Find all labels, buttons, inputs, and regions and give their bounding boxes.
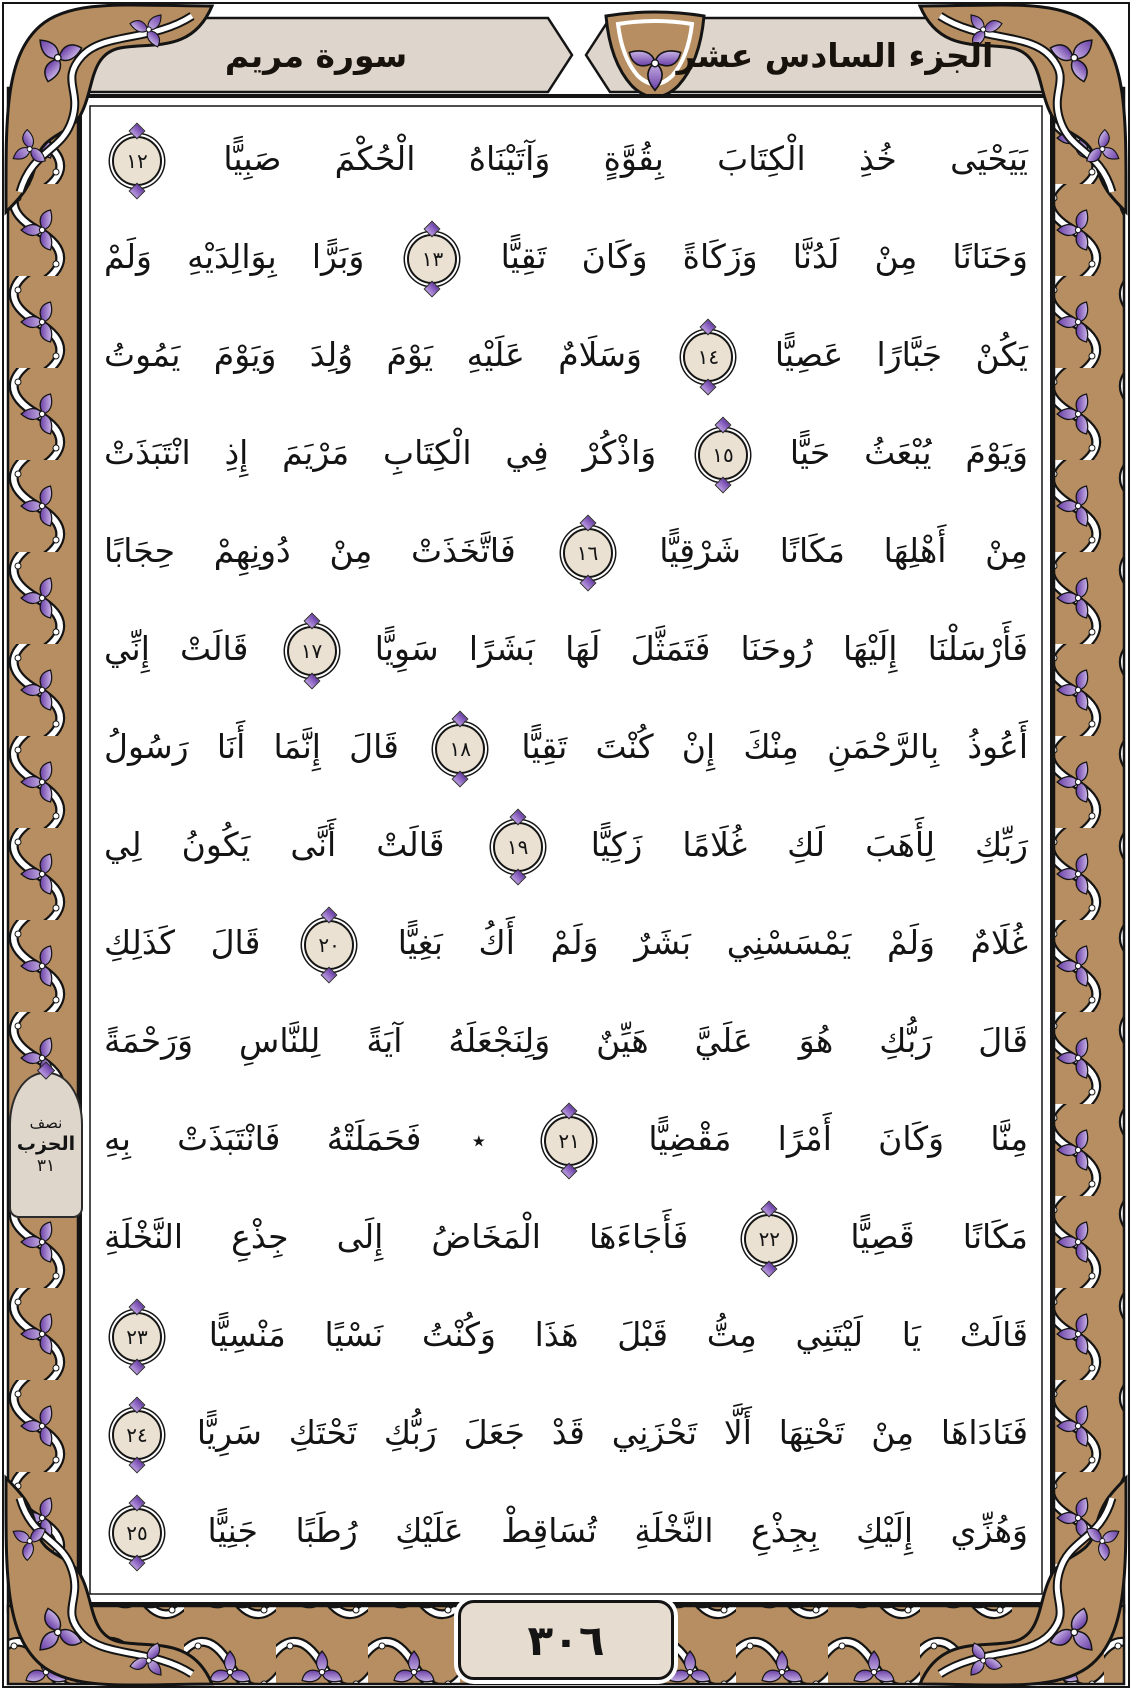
quran-line (104, 212, 1028, 302)
ayah-text: وَيَوْمَ يُبْعَثُ حَيًّا (789, 433, 1028, 472)
ayah-text: قَالَتْ أَنَّى يَكُونُ لِي (104, 825, 445, 864)
verse-number: ١٦ (576, 540, 599, 565)
verse-number-medallion (112, 1410, 162, 1460)
verse-number: ١٣ (421, 246, 444, 271)
quran-line (104, 408, 1028, 498)
surah-title: سورة مريم (224, 35, 408, 75)
verse-number-medallion (563, 528, 613, 578)
ayah-text: وَحَنَانًا مِنْ لَدُنَّا وَزَكَاةً وَكَانَ تَقِيًّا (500, 237, 1028, 276)
ayah-text: فَحَمَلَتْهُ فَانْتَبَذَتْ بِهِ (104, 1119, 422, 1158)
ayah-text: فَنَادَاهَا مِنْ تَحْتِهَا أَلَّا تَحْزَنِي قَدْ جَعَلَ رَبُّكِ تَحْتَكِ سَرِيًّا (196, 1413, 1028, 1452)
ayah-text: مِنْ أَهْلِهَا مَكَانًا شَرْقِيًّا (659, 531, 1028, 570)
ayah-text: يَكُنْ جَبَّارًا عَصِيًّا (774, 335, 1028, 374)
ayah-text: يَيَحْيَى خُذِ الْكِتَابَ بِقُوَّةٍ وَآتَيْنَاهُ الْحُكْمَ صَبِيًّا (223, 139, 1028, 178)
ayah-text: قَالَ رَبُّكِ هُوَ عَلَيَّ هَيِّنٌ وَلِنَجْعَلَهُ آيَةً لِلنَّاسِ وَرَحْمَةً (104, 1021, 1028, 1060)
ayah-text: قَالَتْ إِنِّي (104, 629, 249, 668)
verse-number: ٢٣ (126, 1324, 148, 1349)
hizb-marker-tab (9, 1072, 83, 1218)
ayah-text: فَاتَّخَذَتْ مِنْ دُونِهِمْ حِجَابًا (104, 531, 516, 570)
ayah-text: وَاذْكُرْ فِي الْكِتَابِ مَرْيَمَ إِذِ انْتَبَذَتْ (104, 433, 657, 472)
verse-number: ٢٥ (126, 1520, 148, 1545)
border-band-right (1054, 88, 1124, 1612)
border-band-left (8, 88, 78, 1612)
quran-line (104, 996, 1028, 1086)
ayah-text: وَبَرًّا بِوَالِدَيْهِ وَلَمْ (104, 237, 365, 276)
ayah-text: مَكَانًا قَصِيًّا (850, 1217, 1028, 1256)
verse-number: ٢٤ (126, 1422, 148, 1447)
quran-line (104, 114, 1028, 204)
verse-number-medallion (304, 920, 354, 970)
verse-number-medallion (112, 1312, 162, 1362)
ayah-text: مِنَّا وَكَانَ أَمْرًا مَقْضِيًّا (648, 1119, 1029, 1158)
quran-line (104, 1290, 1028, 1380)
verse-number-medallion (683, 332, 733, 382)
ayah-text: وَهُزِّي إِلَيْكِ بِجِذْعِ النَّخْلَةِ تُسَاقِطْ عَلَيْكِ رُطَبًا جَنِيًّا (207, 1511, 1028, 1550)
ayah-text: قَالَ كَذَلِكِ (104, 923, 261, 962)
quran-line (104, 604, 1028, 694)
page-number: ٣٠٦ (527, 1615, 605, 1665)
quran-line (104, 1192, 1028, 1282)
hizb-marker-number: ٣١ (36, 1156, 56, 1176)
ayah-text: قَالَتْ يَا لَيْتَنِي مِتُّ قَبْلَ هَذَا وَكُنْتُ نَسْيًا مَنْسِيًّا (208, 1315, 1028, 1354)
quran-line (104, 1388, 1028, 1478)
page-number-cartouche (458, 1600, 674, 1680)
verse-number: ١٩ (506, 834, 529, 859)
verse-number: ٢٠ (318, 932, 340, 957)
ayah-text: فَأَجَاءَهَا الْمَخَاضُ إِلَى جِذْعِ النَّخْلَةِ (104, 1217, 689, 1256)
ayah-text: فَأَرْسَلْنَا إِلَيْهَا رُوحَنَا فَتَمَثَّلَ لَهَا بَشَرًا سَوِيًّا (374, 629, 1028, 668)
quran-line (104, 702, 1028, 792)
verse-number-medallion (112, 136, 162, 186)
verse-number-medallion (112, 1508, 162, 1558)
verse-number: ٢١ (558, 1128, 580, 1153)
hizb-marker-word-half: نصف (29, 1114, 63, 1132)
ayah-text: أَعُوذُ بِالرَّحْمَنِ مِنْكَ إِنْ كُنْتَ تَقِيًّا (521, 727, 1028, 766)
quran-line (104, 1486, 1028, 1576)
verse-number-medallion (698, 430, 748, 480)
verse-number: ١٨ (449, 736, 471, 761)
verse-number: ١٤ (697, 344, 720, 369)
verse-number: ١٥ (712, 442, 734, 467)
ayah-text: قَالَ إِنَّمَا أَنَا رَسُولُ (104, 727, 399, 766)
verse-number: ٢٢ (758, 1226, 781, 1251)
verse-number: ١٢ (126, 148, 148, 173)
quran-line (104, 310, 1028, 400)
quran-line (104, 1094, 1028, 1184)
hizb-star-icon: ٭ (471, 1125, 486, 1156)
verse-number-medallion (287, 626, 337, 676)
verse-number-medallion (544, 1116, 594, 1166)
quran-line (104, 898, 1028, 988)
ayah-text: وَسَلَامٌ عَلَيْهِ يَوْمَ وُلِدَ وَيَوْمَ يَمُوتُ (104, 335, 642, 374)
verse-number-medallion (435, 724, 485, 774)
quran-line (104, 506, 1028, 596)
verse-number: ١٧ (300, 638, 323, 663)
quran-lines (104, 114, 1028, 1576)
verse-number-medallion (407, 234, 457, 284)
ayah-text: رَبِّكِ لِأَهَبَ لَكِ غُلَامًا زَكِيًّا (590, 825, 1028, 864)
quran-line (104, 800, 1028, 890)
verse-number-medallion (493, 822, 543, 872)
hizb-marker-word-hizb: الحزب (16, 1133, 76, 1155)
verse-number-medallion (744, 1214, 794, 1264)
ayah-text: غُلَامٌ وَلَمْ يَمْسَسْنِي بَشَرٌ وَلَمْ أَكُ بَغِيًّا (397, 923, 1029, 962)
juz-title: الجزء السادس عشر (676, 35, 994, 75)
